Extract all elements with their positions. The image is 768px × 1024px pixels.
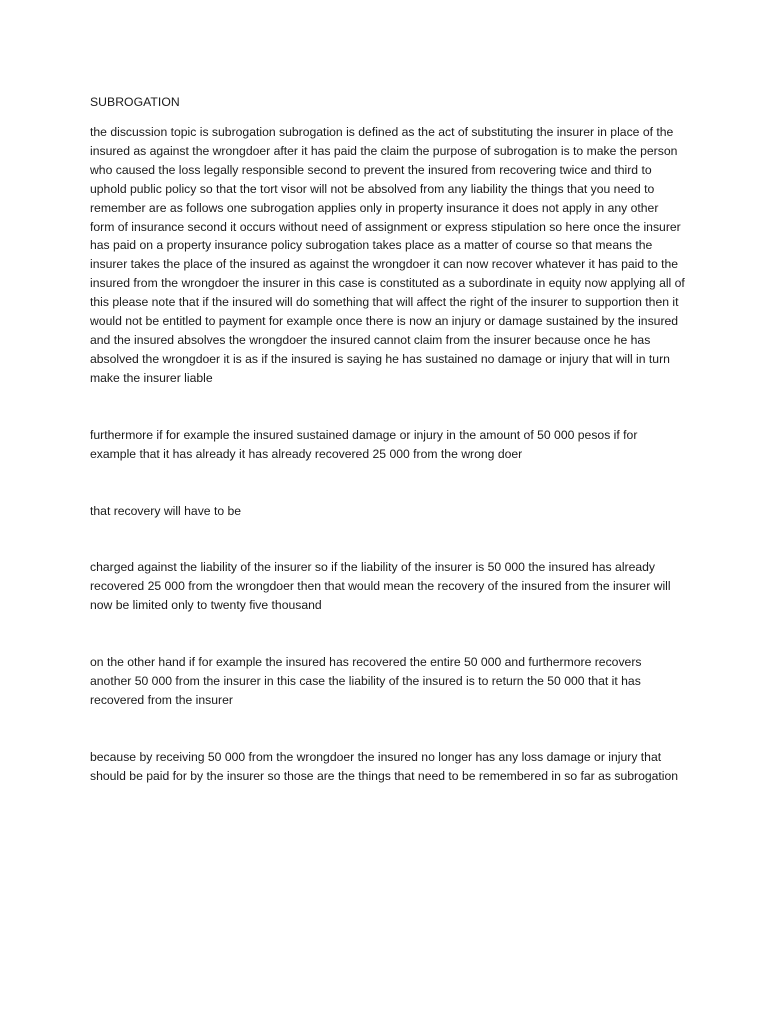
paragraph-5: on the other hand if for example the insured has recovered the entire 50 000 and furthermore recovers another 50 000 from the insurer in this case the liability of the insured is to return the 50 000 that it has recovered from the insurer xyxy=(90,655,642,707)
document-title: SUBROGATION xyxy=(90,95,180,109)
document-body xyxy=(90,93,686,786)
paragraph-6: because by receiving 50 000 from the wrongdoer the insured no longer has any loss damage or injury that should be paid for by the insurer so those are the things that need to be remembered in so far as subrogation xyxy=(90,749,679,783)
paragraph-4: charged against the liability of the insurer so if the liability of the insurer is 50 000 the insured has already recovered 25 000 from the wrongdoer then that would mean the recovery of the insured from the insurer will now be limited only to twenty five thousand xyxy=(90,560,671,613)
paragraph-1: the discussion topic is subrogation subrogation is defined as the act of substituting the insurer in place of the insured as against the wrongdoer after it has paid the claim the purpose of subrogation is to make the person who caused the loss legally responsible second to prevent the insured from recovering twice and third to uphold public policy so that the tort visor will not be absolved from any liability the things that you need to remember are as follows one subrogation applies only in property insurance it does not apply in any other form of insurance second it occurs without need of assignment or express stipulation so here once the insurer has paid on a property insurance policy subrogation takes place as a matter of course so that means the insurer takes the place of the insured as against the wrongdoer it can now recover whatever it has paid to the insured from the wrongdoer the insurer in this case is constituted as a subordinate in equity now applying all of this please note that if the insured will do something that will affect the right of the insurer to supportion then it would not be entitled to payment for example once there is now an injury or damage sustained by the insured and the insured absolves the wrongdoer the insured cannot claim from the insurer because once he has absolved the wrongdoer it is as if the insured is saying he has sustained no damage or injury that will in turn make the insurer liable xyxy=(90,125,685,385)
paragraph-3: that recovery will have to be xyxy=(90,503,242,518)
paragraph-2: furthermore if for example the insured sustained damage or injury in the amount of 50 000 pesos if for example that it has already it has already recovered 25 000 from the wrong doer xyxy=(90,427,638,461)
